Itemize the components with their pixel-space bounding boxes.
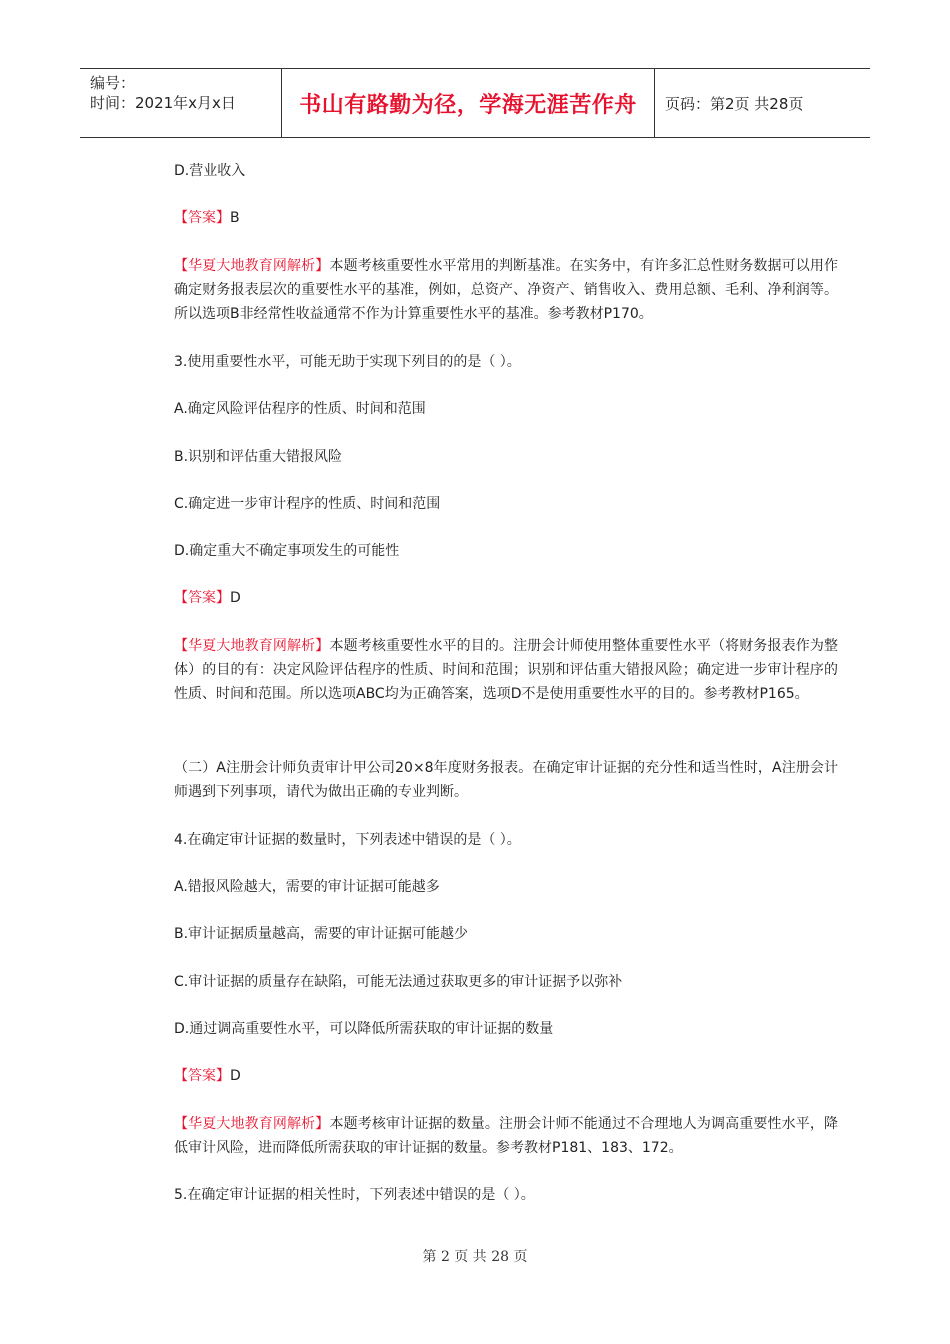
q3-stem: 3.使用重要性水平，可能无助于实现下列目的的是（ ）。 xyxy=(174,354,521,370)
time-label: 时间：2021年x月x日 xyxy=(90,94,236,112)
analysis-text: 本题考核重要性水平的目的。注册会计师使用整体重要性水平（将财务报表作为整体）的目的有：决定风险评估程序的性质、时间和范围；识别和评估重大错报风险；确定进一步审计程序的性质、时间和范围。所以选项ABC均为正确答案，选项D不是使用重要性水平的目的。参考教材P165。 xyxy=(174,638,839,702)
page-header xyxy=(80,68,870,138)
answer-tag: 【答案】 xyxy=(174,210,230,226)
analysis-tag: 【华夏大地教育网解析】 xyxy=(174,1116,330,1132)
q3-option-a: A.确定风险评估程序的性质、时间和范围 xyxy=(174,401,426,417)
answer-value: B xyxy=(230,210,240,226)
analysis-text: 本题考核审计证据的数量。注册会计师不能通过不合理地人为调高重要性水平，降低审计风险，进而降低所需获取的审计证据的数量。参考教材P181、183、172。 xyxy=(174,1116,839,1156)
q4-option-d: D.通过调高重要性水平，可以降低所需获取的审计证据的数量 xyxy=(174,1021,554,1037)
q3-option-b: B.识别和评估重大错报风险 xyxy=(174,449,343,465)
header-meta xyxy=(80,69,282,137)
answer-tag: 【答案】 xyxy=(174,1068,230,1084)
q2-option-d: D.营业收入 xyxy=(174,163,246,179)
answer-tag: 【答案】 xyxy=(174,590,230,606)
header-motto: 书山有路勤为径，学海无涯苦作舟 xyxy=(282,69,655,137)
q4-analysis xyxy=(144,1112,838,1160)
page-footer: 第 2 页 共 28 页 xyxy=(422,1249,528,1265)
q4-answer xyxy=(144,1066,241,1086)
q2-answer xyxy=(144,208,240,228)
analysis-tag: 【华夏大地教育网解析】 xyxy=(174,258,330,274)
q3-option-c: C.确定进一步审计程序的性质、时间和范围 xyxy=(174,496,441,512)
answer-value: D xyxy=(230,590,241,606)
header-page-info: 页码：第2页 共28页 xyxy=(665,94,804,113)
q4-option-c: C.审计证据的质量存在缺陷，可能无法通过获取更多的审计证据予以弥补 xyxy=(174,974,623,990)
section-2-intro: （二）A注册会计师负责审计甲公司20×8年度财务报表。在确定审计证据的充分性和适当性时，A注册会计师遇到下列事项，请代为做出正确的专业判断。 xyxy=(174,760,838,800)
q4-option-a: A.错报风险越大，需要的审计证据可能越多 xyxy=(174,879,440,895)
analysis-text: 本题考核重要性水平常用的判断基准。在实务中，有许多汇总性财务数据可以用作确定财务报表层次的重要性水平的基准，例如，总资产、净资产、销售收入、费用总额、毛利、净利润等。所以选项B非经常性收益通常不作为计算重要性水平的基准。参考教材P170。 xyxy=(174,258,839,322)
analysis-tag: 【华夏大地教育网解析】 xyxy=(174,638,330,654)
q2-analysis xyxy=(144,254,838,326)
q3-analysis xyxy=(144,634,838,706)
number-label: 编号： xyxy=(90,74,136,92)
q5-stem: 5.在确定审计证据的相关性时，下列表述中错误的是（ ）。 xyxy=(174,1187,535,1203)
q3-option-d: D.确定重大不确定事项发生的可能性 xyxy=(174,543,400,559)
q4-option-b: B.审计证据质量越高，需要的审计证据可能越少 xyxy=(174,926,469,942)
q4-stem: 4.在确定审计证据的数量时，下列表述中错误的是（ ）。 xyxy=(174,832,521,848)
answer-value: D xyxy=(230,1068,241,1084)
q3-answer xyxy=(144,588,241,608)
